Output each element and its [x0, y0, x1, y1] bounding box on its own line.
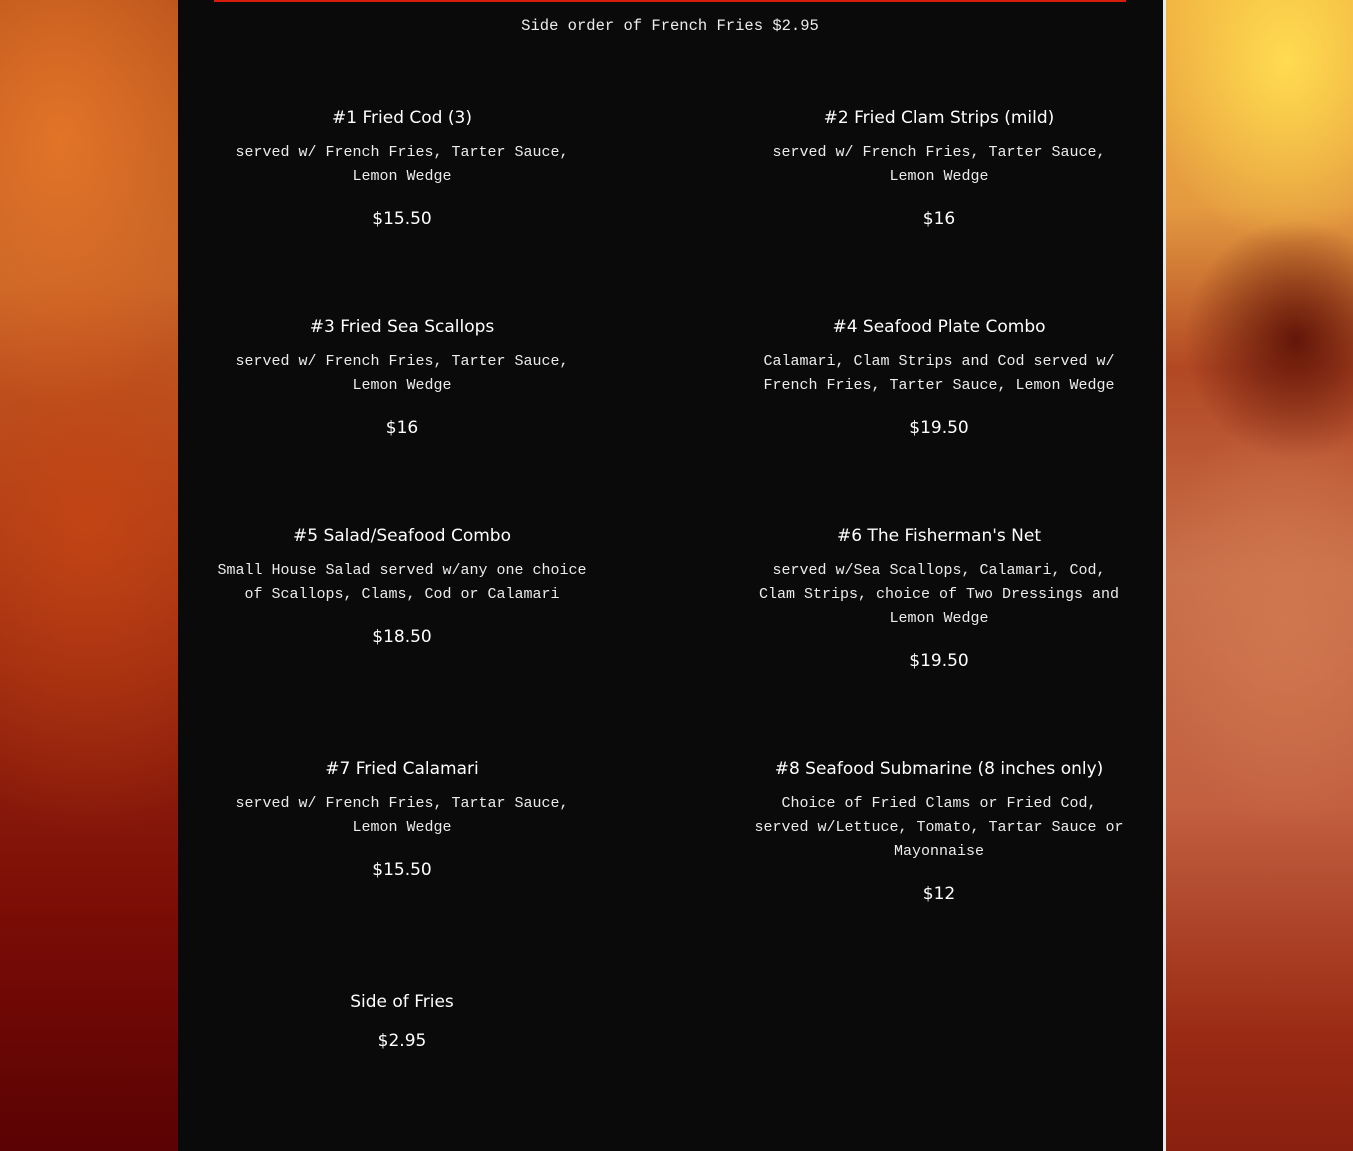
menu-item	[202, 316, 602, 439]
item-title: #8 Seafood Submarine (8 inches only)	[774, 759, 1104, 779]
item-price: $2.95	[377, 1031, 427, 1051]
item-description: Calamari, Clam Strips and Cod served w/ French Fries, Tarter Sauce, Lemon Wedge	[763, 353, 1115, 394]
item-price: $19.50	[909, 651, 969, 671]
menu-item	[739, 758, 1139, 905]
menu-item	[739, 525, 1139, 672]
menu-item	[202, 107, 602, 230]
item-description: Choice of Fried Clams or Fried Cod, served w/Lettuce, Tomato, Tartar Sauce or Mayonnaise	[754, 795, 1124, 860]
item-title: #6 The Fisherman's Net	[836, 526, 1042, 546]
section-divider	[214, 0, 1126, 2]
item-price: $12	[922, 884, 956, 904]
menu-item	[202, 991, 602, 1052]
item-description: served w/ French Fries, Tarter Sauce, Lemon Wedge	[772, 144, 1106, 185]
item-title: #1 Fried Cod (3)	[332, 108, 472, 128]
item-description: Small House Salad served w/any one choice of Scallops, Clams, Cod or Calamari	[217, 562, 587, 603]
item-title: #2 Fried Clam Strips (mild)	[823, 108, 1055, 128]
panel-border	[1163, 0, 1166, 1151]
side-order-line: Side order of French Fries $2.95	[521, 17, 819, 35]
item-title: #5 Salad/Seafood Combo	[292, 526, 511, 546]
item-price: $16	[385, 418, 419, 438]
item-description: served w/ French Fries, Tarter Sauce, Lemon Wedge	[235, 144, 569, 185]
item-description: served w/Sea Scallops, Calamari, Cod, Clam Strips, choice of Two Dressings and Lemon Wedge	[758, 562, 1120, 627]
item-price: $19.50	[909, 418, 969, 438]
menu-item	[202, 525, 602, 648]
item-title: #4 Seafood Plate Combo	[832, 317, 1046, 337]
item-description: served w/ French Fries, Tartar Sauce, Lemon Wedge	[235, 795, 569, 836]
menu-item	[739, 316, 1139, 439]
item-price: $18.50	[372, 627, 432, 647]
item-price: $15.50	[372, 209, 432, 229]
menu-item	[202, 758, 602, 881]
item-title: #3 Fried Sea Scallops	[309, 317, 495, 337]
item-description: served w/ French Fries, Tarter Sauce, Lemon Wedge	[235, 353, 569, 394]
item-price: $16	[922, 209, 956, 229]
item-title: Side of Fries	[350, 992, 454, 1012]
item-price: $15.50	[372, 860, 432, 880]
background-right	[1166, 0, 1353, 1151]
item-title: #7 Fried Calamari	[325, 759, 479, 779]
menu-item	[739, 107, 1139, 230]
